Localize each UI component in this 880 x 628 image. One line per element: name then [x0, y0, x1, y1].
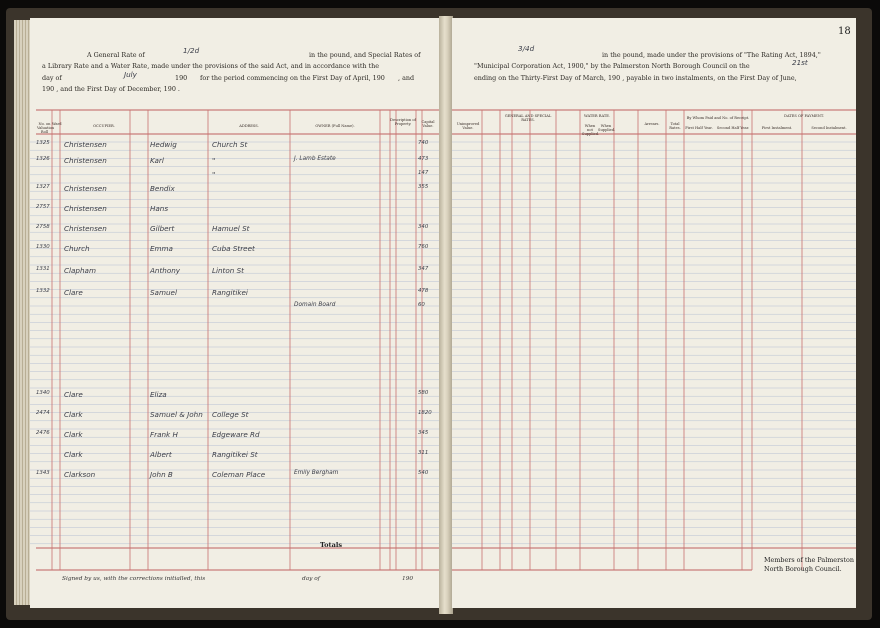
- owner-cell: Domain Board: [294, 302, 336, 308]
- special-rates-label: in the pound, and Special Rates of: [309, 51, 421, 59]
- table-row: [30, 244, 442, 256]
- occupier-given-name: Eliza: [150, 390, 167, 399]
- day-of-footer: day of: [302, 576, 320, 582]
- rating-act-line: in the pound, made under the provisions of "The Rating Act, 1894,": [602, 51, 821, 59]
- capital-value: 1820: [418, 410, 432, 416]
- occupier-given-name: Samuel: [150, 288, 177, 297]
- table-row: [30, 224, 442, 236]
- address-cell: Cuba Street: [212, 244, 255, 253]
- address-cell: Coleman Place: [212, 470, 266, 479]
- rate-handwritten: 1/2d: [183, 46, 200, 55]
- rate-label: A General Rate of: [87, 51, 145, 59]
- occupier-given-name: John B: [150, 470, 173, 479]
- address-cell: Linton St: [212, 266, 244, 275]
- col-address: ADDRESS.: [239, 124, 259, 128]
- month-handwritten: July: [124, 70, 137, 79]
- table-row: [30, 184, 442, 196]
- capital-value: 580: [418, 390, 429, 396]
- right-page: [452, 18, 856, 608]
- valuation-number: 1331: [36, 266, 50, 272]
- library-rate-line: a Library Rate and a Water Rate, made under the provisions of the said Act, and in accordance with the: [42, 62, 380, 70]
- book-spine: [439, 16, 453, 614]
- valuation-number: 1327: [36, 184, 50, 190]
- address-cell: ": [212, 156, 216, 165]
- special-rate-handwritten: 3/4d: [518, 44, 535, 53]
- capital-value: 345: [418, 430, 429, 436]
- table-row: [30, 288, 442, 300]
- col-capital: Capital Value.: [421, 120, 435, 128]
- valuation-number: 2474: [36, 410, 50, 416]
- left-page: [30, 18, 442, 608]
- and-label: , and: [398, 74, 415, 82]
- occupier-given-name: Bendix: [150, 184, 175, 193]
- capital-value: 340: [418, 224, 429, 230]
- day-handwritten: 21st: [792, 58, 808, 67]
- occupier-surname: Clark: [64, 410, 83, 419]
- capital-value: 347: [418, 266, 429, 272]
- ending-line: ending on the Thirty-First Day of March, 190 , payable in two instalments, on the First Day of June,: [474, 74, 797, 82]
- address-cell: Church St: [212, 140, 248, 149]
- table-row: [30, 302, 442, 314]
- capital-value: 760: [418, 244, 429, 250]
- valuation-number: 2758: [36, 224, 50, 230]
- occupier-surname: Clark: [64, 430, 83, 439]
- address-cell: College St: [212, 410, 249, 419]
- year-footer: 190: [402, 576, 414, 582]
- valuation-number: 2757: [36, 204, 50, 210]
- capital-value: 478: [418, 288, 429, 294]
- col-when-supplied: When Supplied.: [598, 124, 616, 132]
- col-second-half: Second Half Year.: [716, 126, 750, 130]
- page-number: 18: [838, 26, 851, 37]
- address-cell: Hamuel St: [212, 224, 250, 233]
- col-when-not-supplied: When not Supplied.: [582, 124, 600, 136]
- day-of-label: day of: [42, 74, 62, 82]
- occupier-given-name: Hedwig: [150, 140, 177, 149]
- occupier-surname: Clapham: [64, 266, 96, 275]
- col-occupier: OCCUPIER.: [93, 124, 115, 128]
- occupier-surname: Christensen: [64, 156, 107, 165]
- table-row: [30, 410, 442, 422]
- year-label: 190: [175, 74, 188, 82]
- valuation-number: 1343: [36, 470, 50, 476]
- col-water-rate: WATER RATE.: [583, 114, 611, 118]
- occupier-given-name: Karl: [150, 156, 164, 165]
- capital-value: 311: [418, 450, 429, 456]
- capital-value: 540: [418, 470, 429, 476]
- council-members-label: Members of the Palmerston North Borough Council.: [764, 556, 854, 573]
- col-dates-of-payment: DATES OF PAYMENT.: [784, 114, 824, 118]
- address-cell: Rangitikei: [212, 288, 248, 297]
- valuation-number: 1330: [36, 244, 50, 250]
- occupier-surname: Clare: [64, 390, 83, 399]
- occupier-surname: Church: [64, 244, 90, 253]
- occupier-surname: Christensen: [64, 224, 107, 233]
- table-row: [30, 156, 442, 168]
- capital-value: 473: [418, 156, 429, 162]
- address-cell: Rangitikei St: [212, 450, 258, 459]
- valuation-number: 2476: [36, 430, 50, 436]
- occupier-given-name: Samuel & John: [150, 410, 203, 419]
- table-row: [30, 430, 442, 442]
- col-first-half: First Half Year.: [685, 126, 713, 130]
- capital-value: 355: [418, 184, 429, 190]
- col-total-rates: Total Rates.: [669, 122, 681, 130]
- address-cell: ": [212, 170, 216, 179]
- table-row: [30, 170, 442, 182]
- signed-label: Signed by us, with the corrections initialled, this: [62, 576, 206, 582]
- occupier-surname: Clark: [64, 450, 83, 459]
- valuation-number: 1340: [36, 390, 50, 396]
- occupier-surname: Christensen: [64, 204, 107, 213]
- december-line: 190 , and the First Day of December, 190 .: [42, 85, 180, 93]
- occupier-surname: Christensen: [64, 184, 107, 193]
- right-ruling: [452, 18, 856, 608]
- col-arrears: Arrears.: [644, 122, 660, 126]
- table-row: [30, 266, 442, 278]
- table-row: [30, 450, 442, 462]
- capital-value: 147: [418, 170, 429, 176]
- valuation-number: 1325: [36, 140, 50, 146]
- totals-label: Totals: [320, 541, 343, 549]
- occupier-surname: Clarkson: [64, 470, 96, 479]
- col-valuation-no: No. on Valuation Roll: [37, 122, 55, 134]
- table-row: [30, 390, 442, 402]
- col-second-instalment: Second Instalment.: [811, 126, 847, 130]
- capital-value: 740: [418, 140, 429, 146]
- col-description: Description of Property.: [390, 118, 416, 126]
- col-ward: Ward: [52, 122, 62, 126]
- occupier-surname: Christensen: [64, 140, 107, 149]
- col-first-instalment: First Instalment.: [761, 126, 793, 130]
- valuation-number: 1326: [36, 156, 50, 162]
- table-row: [30, 140, 442, 152]
- col-general-rates: GENERAL AND SPECIAL RATES.: [504, 114, 552, 122]
- table-row: [30, 204, 442, 216]
- owner-cell: Emily Bergham: [294, 470, 339, 476]
- occupier-given-name: Emma: [150, 244, 173, 253]
- address-cell: Edgeware Rd: [212, 430, 260, 439]
- period-label: for the period commencing on the First Day of April, 190: [200, 74, 385, 82]
- corporation-act-line: "Municipal Corporation Act, 1900," by the Palmerston North Borough Council on the: [474, 62, 750, 70]
- table-row: [30, 470, 442, 482]
- occupier-given-name: Gilbert: [150, 224, 175, 233]
- valuation-number: 1332: [36, 288, 50, 294]
- col-paid-by: By Whom Paid and No. of Receipt.: [686, 116, 750, 120]
- occupier-given-name: Frank H: [150, 430, 178, 439]
- occupier-given-name: Hans: [150, 204, 169, 213]
- capital-value: 60: [418, 302, 425, 308]
- owner-cell: J. Lamb Estate: [294, 156, 336, 162]
- occupier-given-name: Anthony: [150, 266, 181, 275]
- occupier-surname: Clare: [64, 288, 83, 297]
- col-unimproved: Unimproved Value.: [456, 122, 480, 130]
- occupier-given-name: Albert: [150, 450, 172, 459]
- col-owner: OWNER (Full Name).: [315, 124, 355, 128]
